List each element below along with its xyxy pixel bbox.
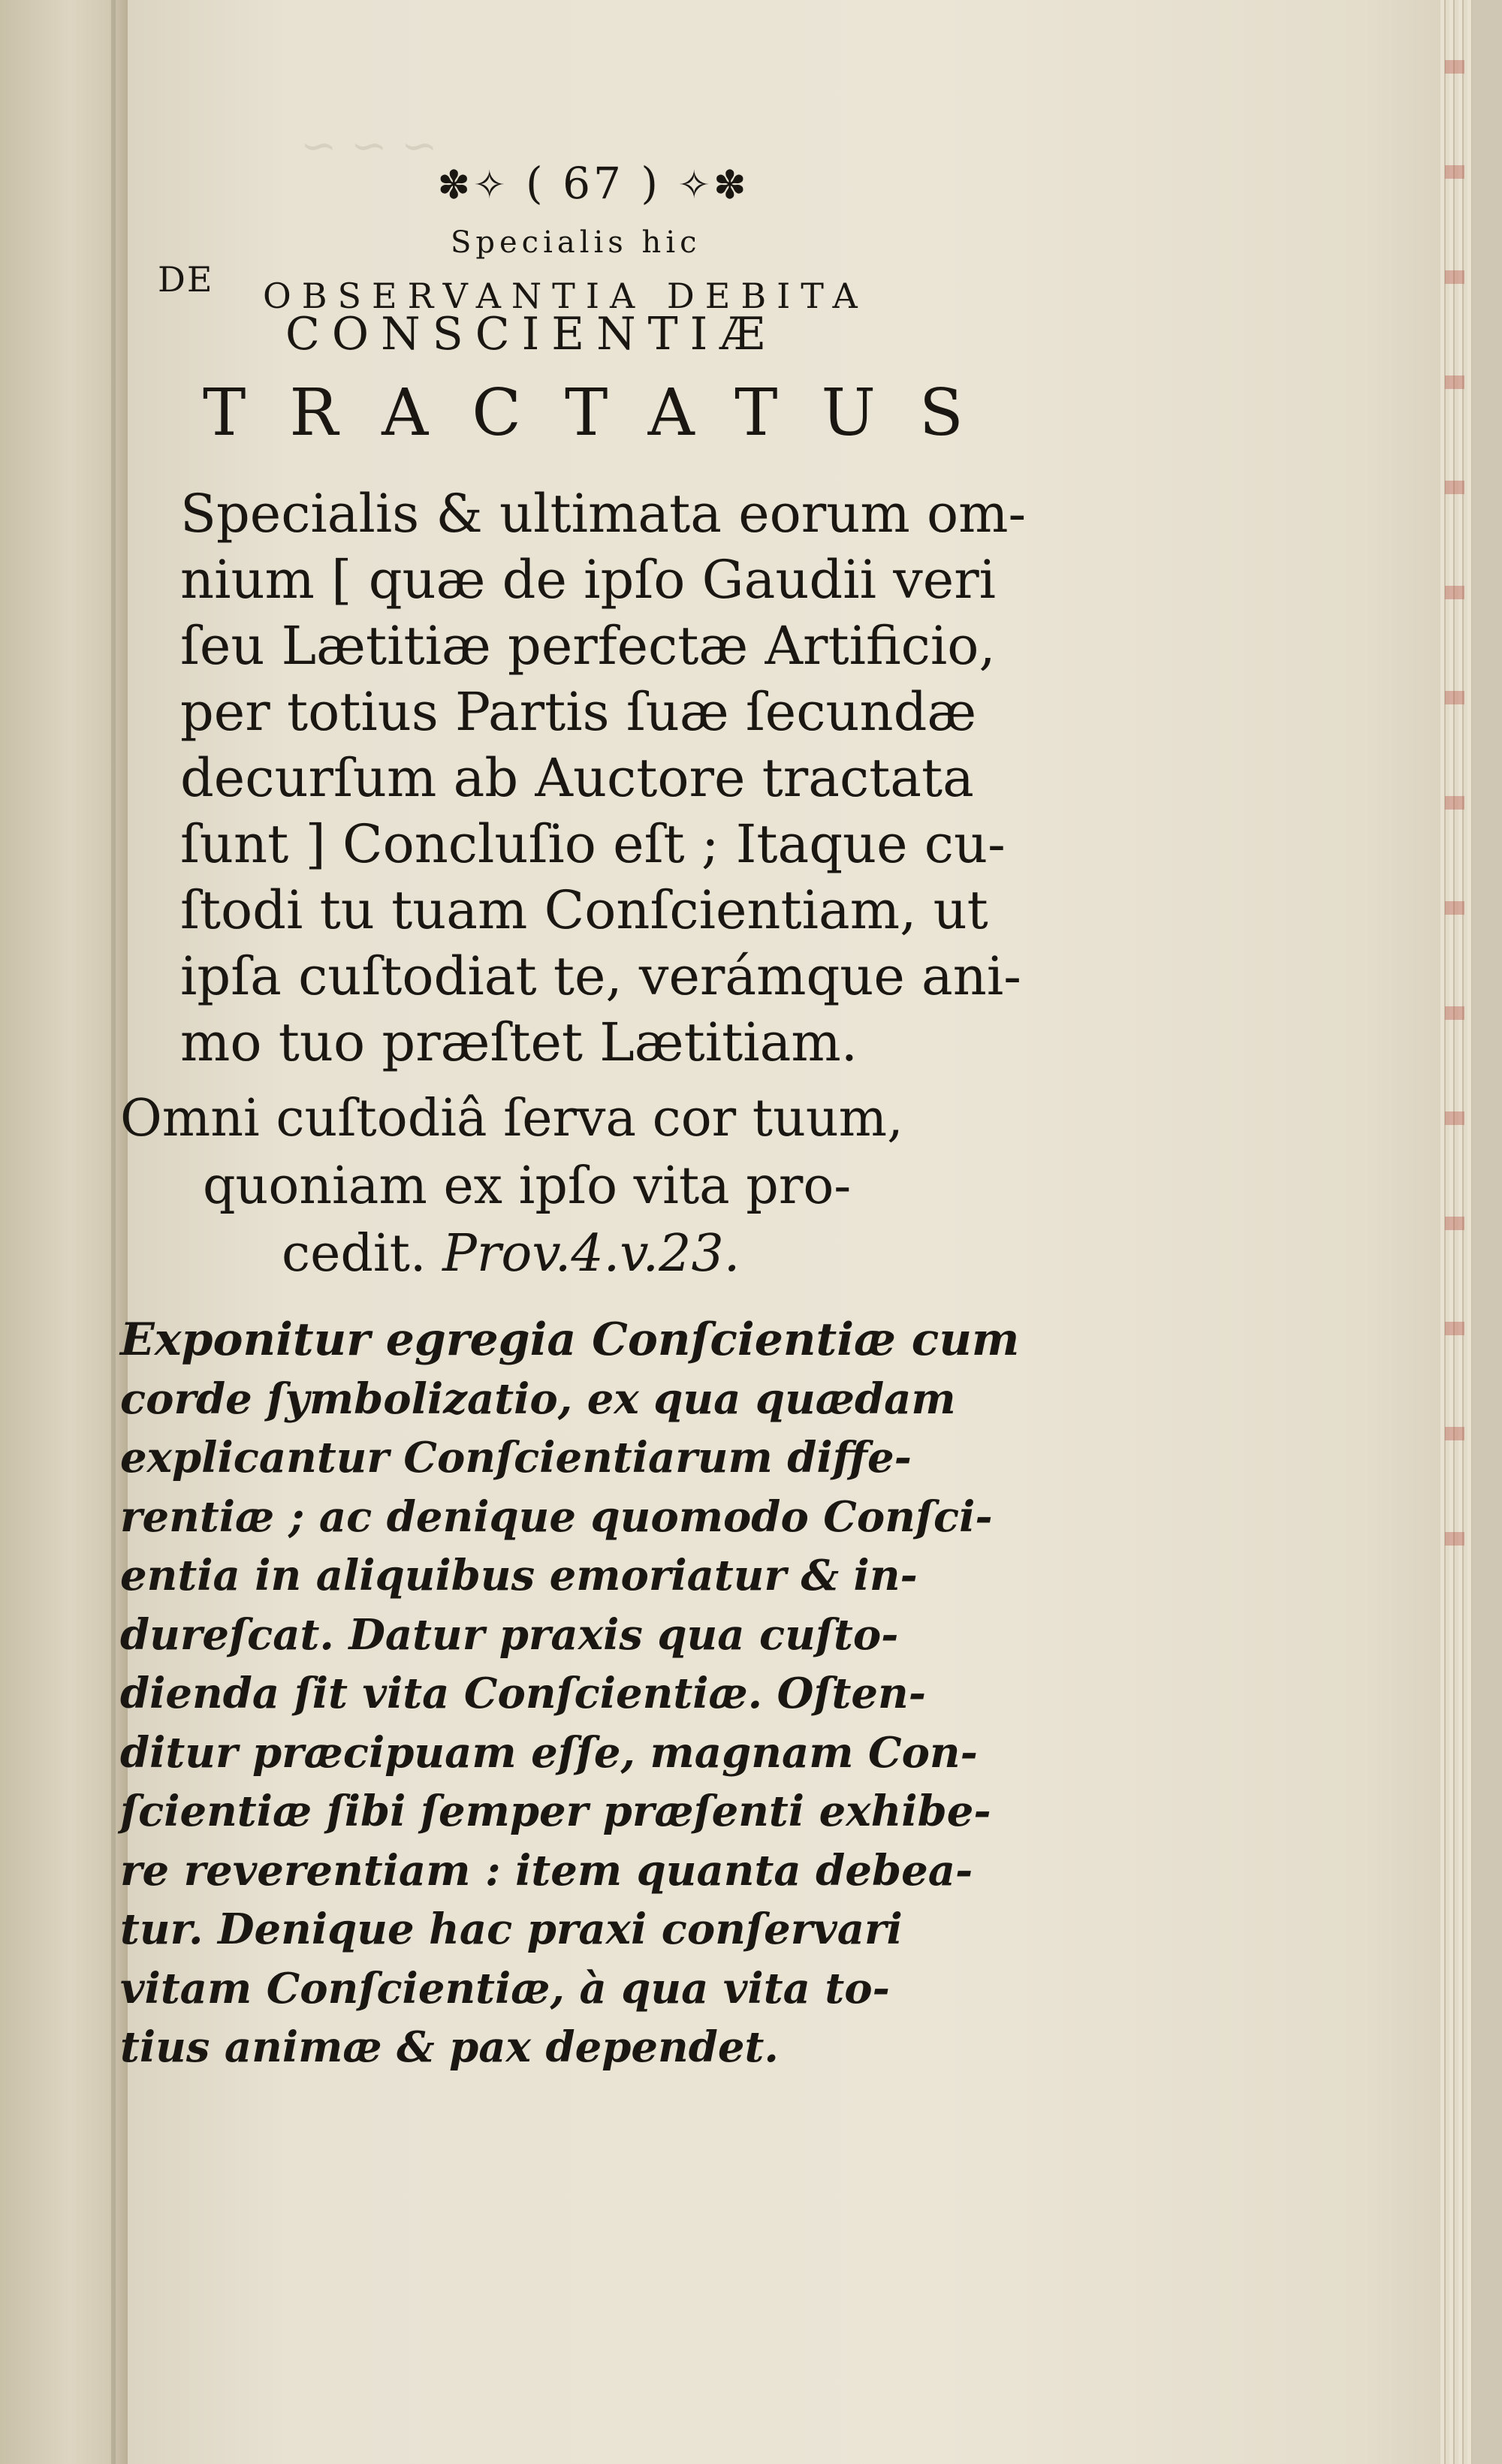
quote-line: cedit. [282,1224,427,1283]
quote-citation: Prov.4.v.23. [442,1224,740,1283]
heading-dropcap: DE [158,259,214,300]
summary-line: Exponitur egregia Conſcientiæ cum [120,1313,1020,1366]
summary-line: vitam Conſcientiæ, à qua vita to- [120,1963,890,2013]
summary-line: dienda ſit vita Conſcientiæ. Oſten- [120,1669,926,1718]
body-paragraph [180,481,1027,1075]
body-line: nium [ quæ de ipſo Gaudii veri [180,549,997,611]
chapter-summary [120,1310,1020,2077]
quote-line: quoniam ex ipſo vita pro- [203,1157,852,1216]
body-line: ſeu Lætitiæ perfectæ Artificio, [180,615,996,677]
page-number: ( 67 ) [526,158,661,209]
quote-line: Omni cuſtodiâ ſerva cor tuum, [120,1089,903,1148]
body-line: per totius Partis ſuæ ſecundæ [180,681,977,743]
heading-tractatus: TRACTATUS [203,375,1007,451]
summary-line: ſcientiæ ſibi ſemper præſenti exhibe- [120,1787,991,1836]
summary-line: tur. Denique hac praxi conſervari [120,1905,903,1954]
summary-line: tius animæ & pax dependet. [120,2022,779,2072]
summary-line: rentiæ ; ac denique quomodo Conſci- [120,1491,993,1542]
summary-line: dureſcat. Datur praxis qua cuſto- [120,1609,899,1660]
ornament-right-icon: ✧✽ [677,163,749,208]
body-line: Specialis & ultimata eorum om- [180,483,1027,544]
edge-stain [1445,60,1464,1562]
summary-line: ditur præcipuam eſſe, magnam Con- [120,1727,978,1778]
summary-line: re reverentiam : item quanta debea- [120,1845,973,1896]
scripture-quote [120,1085,1021,1288]
body-line: ſunt ] Concluſio eſt ; Itaque cu- [180,813,1006,875]
summary-line: entia in aliquibus emoriatur & in- [120,1551,918,1600]
heading-observantia: OBSERVANTIA DEBITA [263,276,868,316]
body-line: mo tuo præſtet Lætitiam. [180,1012,858,1073]
heading-specialis: Specialis hic [451,225,701,260]
summary-line: explicantur Conſcientiarum diffe- [120,1433,912,1482]
ornament-left-icon: ✽✧ [437,163,509,208]
page-header [436,158,751,209]
heading-conscientiae: CONSCIENTIÆ [285,308,777,360]
gutter-shadow [111,0,116,2464]
body-line: decurſum ab Auctore tractata [180,747,974,809]
quote-line-last [120,1220,1021,1288]
body-line: ipſa cuſtodiat te, verámque ani- [180,945,1021,1007]
body-line: ſtodi tu tuam Conſcientiam, ut [180,879,988,941]
show-through-text: ~ ~ ~ [300,120,438,171]
book-gutter [0,0,128,2464]
summary-line: corde ſymbolizatio, ex qua quædam [120,1374,956,1424]
